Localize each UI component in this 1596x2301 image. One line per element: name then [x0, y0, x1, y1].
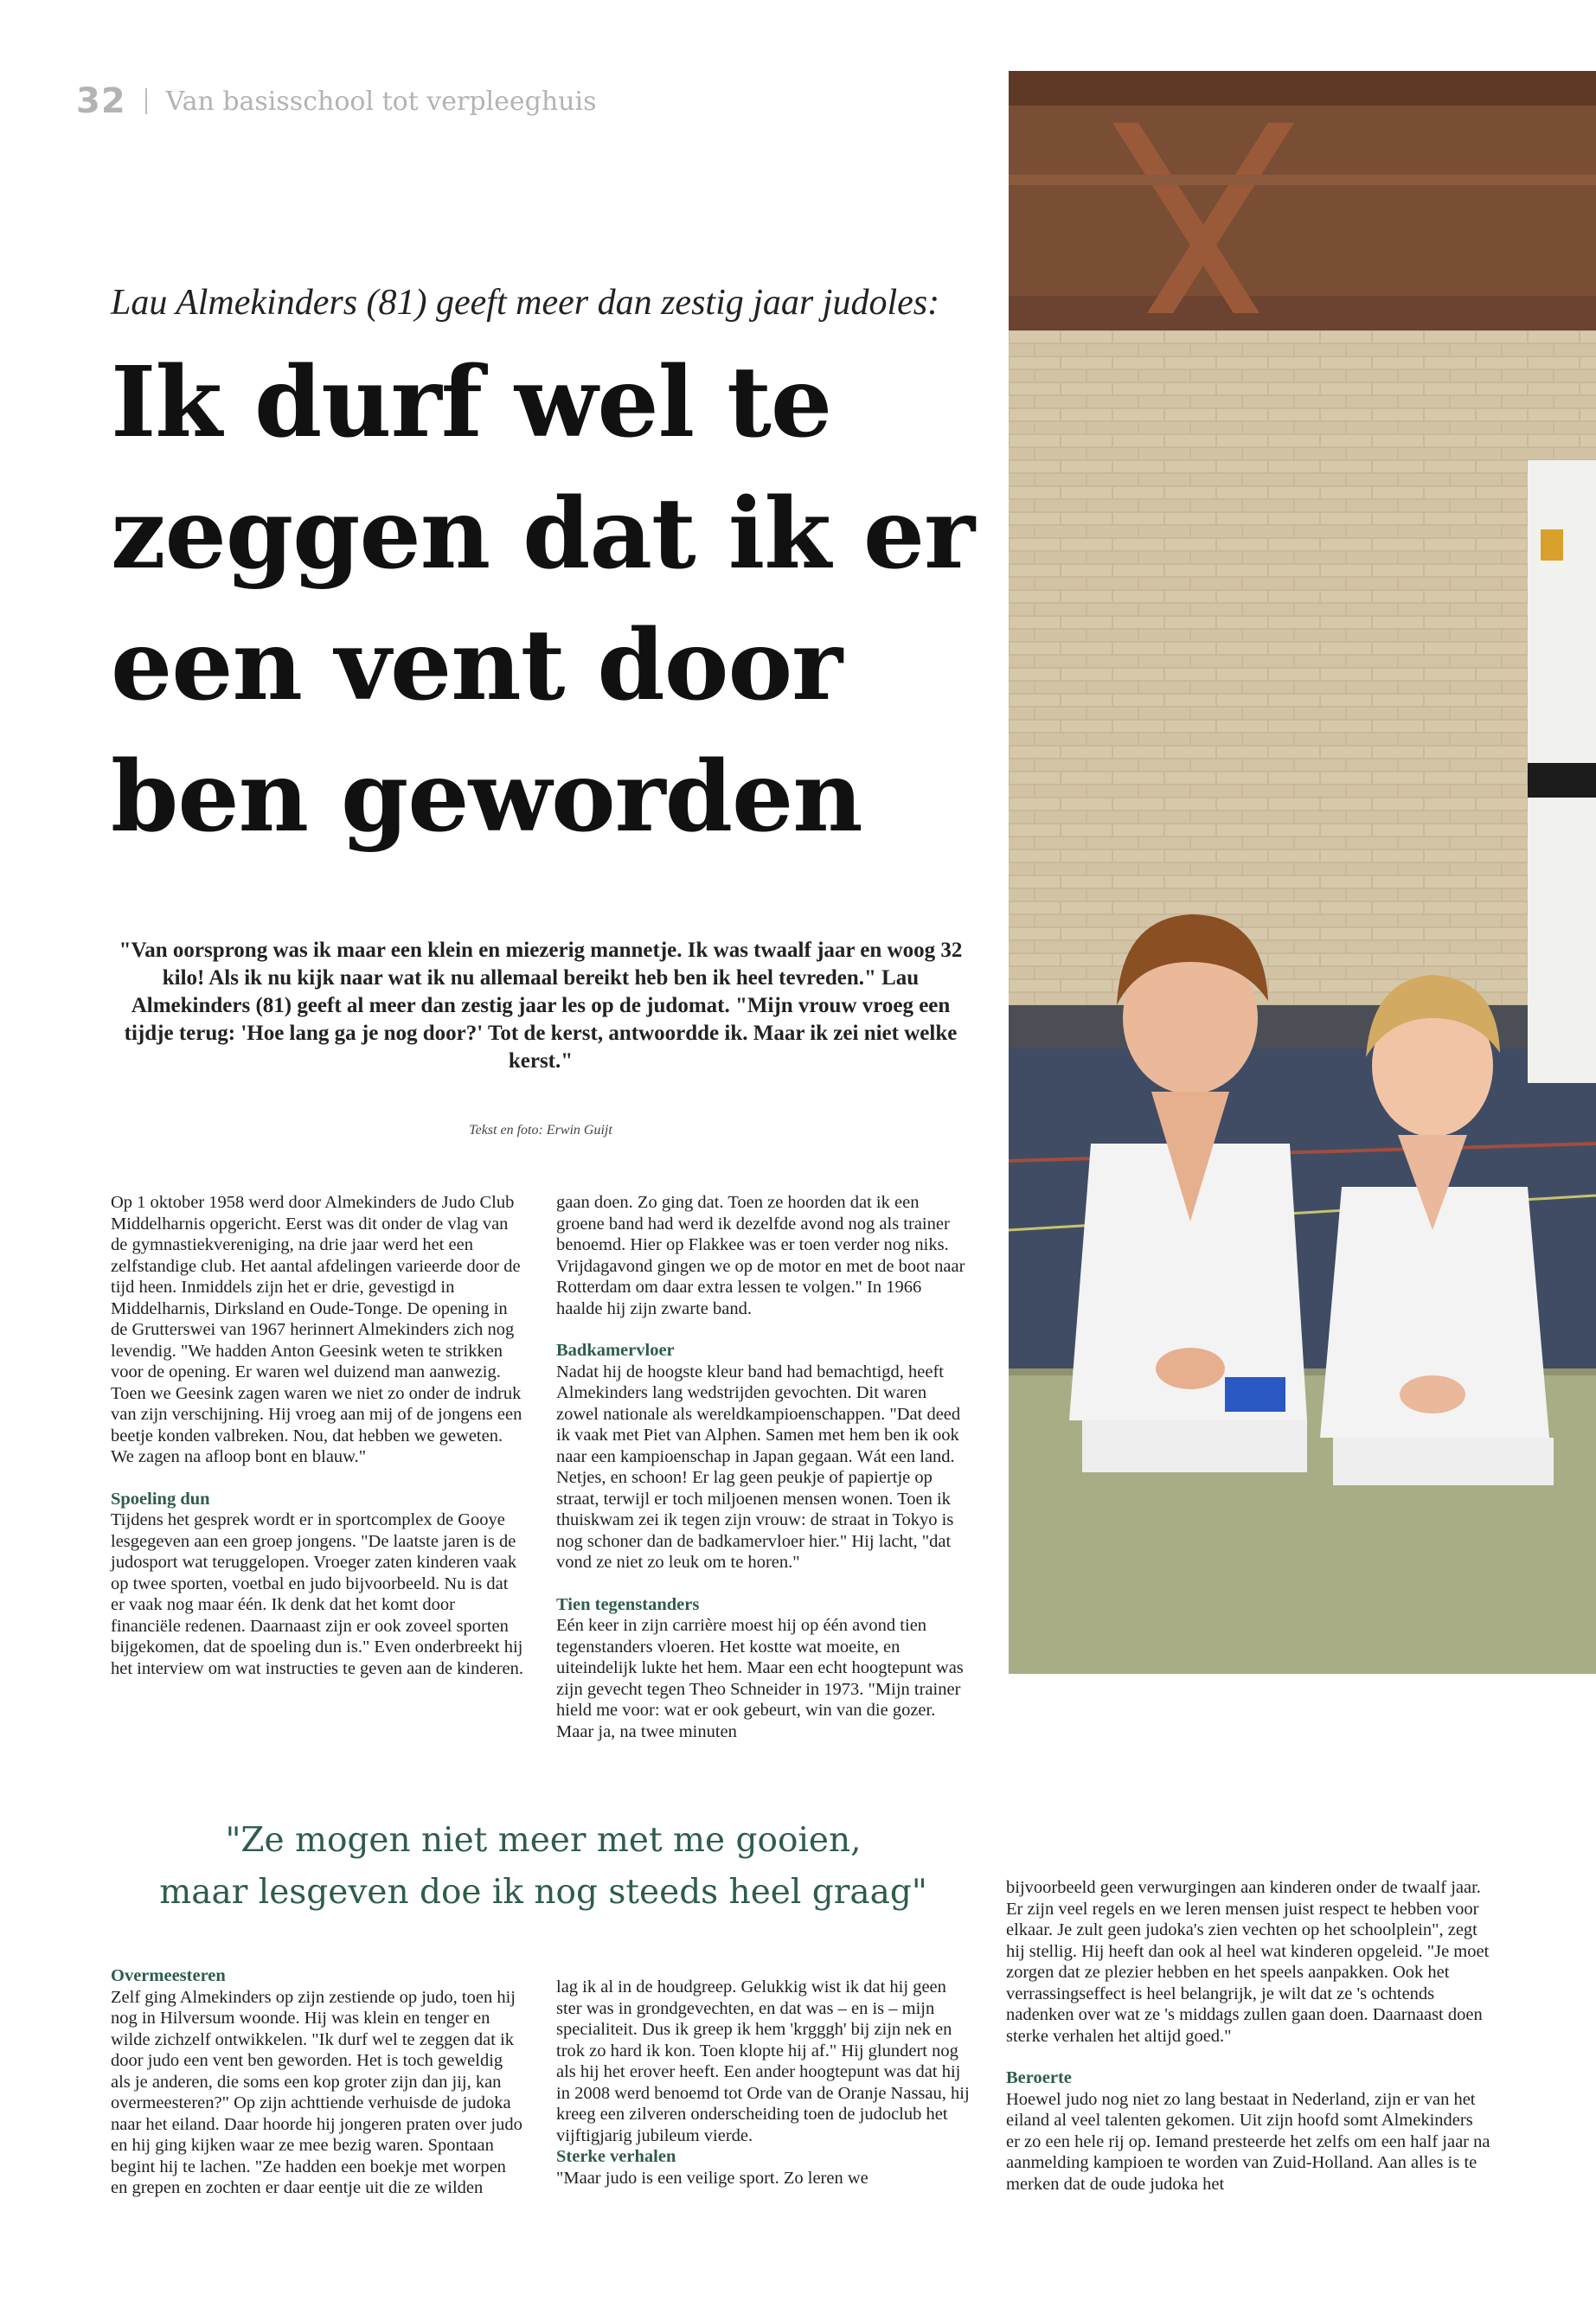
page-header: [76, 80, 596, 123]
pull-quote-line: maar lesgeven doe ik nog steeds heel graag": [159, 1873, 927, 1912]
column-4-paragraph: lag ik al in de houdgreep. Gelukkig wist ik dat hij geen ster was in grondgevechten, en dat was – en is – mijn specialiteit. Dus ik greep ik hem 'krgggh' bij zijn nek en trok zo hard ik kon. Toen klopte hij af." Hij glundert nog als hij het erover heeft. Een ander hoogtepunt was dat hij in 2008 werd benoemd tot Orde van de Oranje Nassau, hij kreeg een zilveren onderscheiding toen de judoclub het vijftigjarig jubileum vierde.: [556, 1977, 970, 2145]
subheading-sterke-verhalen: Sterke verhalen: [556, 2147, 676, 2166]
column-4: [556, 1977, 971, 2189]
column-3: [111, 1965, 526, 2199]
article-intro: "Van oorsprong was ik maar een klein en miezerig mannetje. Ik was twaalf jaar en woog 32 kilo! Als ik nu kijk naar wat ik nu allemaal bereikt heb ben ik heel tevreden." Lau Almekinders (81) geeft al meer dan zestig jaar les op de judomat. "Mijn vrouw vroeg een tijdje terug: 'Hoe lang ga je nog door?' Tot de kerst, antwoordde ik. Maar ik zei niet welke kerst.": [119, 939, 963, 1073]
article-kicker: Lau Almekinders (81) geeft meer dan zestig jaar judoles:: [111, 283, 940, 323]
pull-quote-line: "Ze mogen niet meer met me gooien,: [225, 1821, 862, 1860]
column-4-paragraph: "Maar judo is een veilige sport. Zo leren we: [556, 2168, 869, 2188]
header-divider: [145, 88, 147, 114]
column-5-paragraph: Hoewel judo nog niet zo lang bestaat in Nederland, zijn er van het eiland al veel talenten gekomen. Uit zijn hoofd somt Almekinders er zo een hele rij op. Iemand presteerde het zelfs om een half jaar na aanmelding kampioen te worden van Zuid-Holland. Aan alles is te merken dat de oude judoka het: [1006, 2089, 1490, 2194]
section-title: Van basisschool tot verpleeghuis: [165, 86, 597, 117]
subheading-overmeesteren: Overmeesteren: [111, 1966, 226, 1985]
subheading-tien-tegenstanders: Tien tegenstanders: [556, 1594, 700, 1614]
column-3-paragraph: Zelf ging Almekinders op zijn zestiende op judo, toen hij nog in Hilversum woonde. Hij was klein en tenger en wilde zichzelf ontwikkelen. "Ik durf wel te zeggen dat ik door judo een vent ben geworden. Het is toch geweldig als je anderen, die soms een kop groter zijn dan jij, kan overmeesteren?" Op zijn achttiende verhuisde de judoka naar het eiland. Daar hoorde hij jongeren praten over judo en hij ging kijken waar ze mee bezig waren. Spontaan begint hij te lachen. "Ze hadden een boekje met worpen en grepen en zochten er daar eentje uit die ze wilden: [111, 1987, 522, 2197]
column-5: [1006, 1877, 1490, 2195]
pull-quote: [111, 1815, 976, 1919]
subheading-beroerte: Beroerte: [1006, 2068, 1072, 2087]
column-2-paragraph: Eén keer in zijn carrière moest hij op één avond tien tegenstanders vloeren. Het kostte wat moeite, en uiteindelijk lukte het hem. Maar een echt hoogtepunt was zijn gevecht tegen Theo Schneider in 1973. "Mijn trainer hield me voor: wat er ook gebeurt, win van die gozer. Maar ja, na twee minuten: [556, 1616, 964, 1741]
article-photo: [1009, 71, 1596, 1674]
photo-credit: Tekst en foto: Erwin Guijt: [469, 1123, 612, 1138]
column-2-paragraph: gaan doen. Zo ging dat. Toen ze hoorden dat ik een groene band had werd ik dezelfde avond nog als trainer benoemd. Hier op Flakkee was er toen verder nog niks. Vrijdagavond gingen we op de motor en met de boot naar Rotterdam om daar extra lessen te volgen." In 1966 haalde hij zijn zwarte band.: [556, 1193, 965, 1318]
subheading-spoeling-dun: Spoeling dun: [111, 1489, 210, 1509]
page-number: 32: [76, 81, 126, 121]
column-5-paragraph: bijvoorbeeld geen verwurgingen aan kinderen onder de twaalf jaar. Er zijn veel regels en we leren mensen juist respect te hebben voor elkaar. Je zult geen judoka's zien vechten op het schoolplein", zegt hij stellig. Hij heeft dan ook al heel wat kinderen opgeleid. "Je moet zorgen dat ze plezier hebben en het speels aanpakken. Ook het verrassingseffect is heel belangrijk, je wilt dat ze 's ochtends nadenken over wat ze 's middags zullen gaan doen. Daarnaast doen sterke verhalen het altijd goed.": [1006, 1878, 1490, 2046]
column-2-paragraph: Nadat hij de hoogste kleur band had bemachtigd, heeft Almekinders lang wedstrijden gevochten. Dit waren zowel nationale als wereldkampioenschappen. "Dat deed ik vaak met Piet van Alphen. Samen met hem ben ik ook naar een kampioenschap in Japan gegaan. Wát een land. Netjes, en schoon! Er lag geen peukje of papiertje op straat, terwijl er toch miljoenen mensen wonen. Toen ik thuiskwam zei ik tegen zijn vrouw: de straat in Tokyo is nog schoner dan de badkamervloer hier." Hij lacht, "dat vond ze niet zo leuk om te horen.": [556, 1362, 961, 1572]
column-1: [111, 1192, 526, 1679]
article-headline: Ik durf wel te zeggen dat ik er een vent door ben geworden: [111, 346, 975, 854]
judo-photo-illustration: [1009, 71, 1596, 1674]
column-2: [556, 1192, 971, 1742]
column-1-paragraph: Tijdens het gesprek wordt er in sportcomplex de Gooye lesgegeven aan een groep jongens. "De laatste jaren is de judosport wat teruggelopen. Vroeger zaten kinderen vaak op twee sporten, voetbal en judo bijvoorbeeld. Nu is dat er vaak nog maar één. Ik denk dat het komt door financiële redenen. Daarnaast zijn er ook zoveel sporten bijgekomen, dat de spoeling dun is." Even onderbreekt hij het interview om wat instructies te geven aan de kinderen.: [111, 1510, 524, 1678]
column-1-paragraph: Op 1 oktober 1958 werd door Almekinders de Judo Club Middelharnis opgericht. Eerst was dit onder de vlag van de gymnastiekvereniging, na drie jaar werd het een zelfstandige club. Het aantal afdelingen varieerde door de tijd heen. Inmiddels zijn het er drie, gevestigd in Middelharnis, Dirksland en Oude-Tonge. De opening in de Grutterswei van 1967 herinnert Almekinders zich nog levendig. "We hadden Anton Geesink weten te strikken voor de opening. Er waren wel duizend man aanwezig. Toen we Geesink zagen waren we niet zo onder de indruk van zijn verschijning. Hij vroeg aan mij of de jongens een beetje konden valbreken. Nou, dat hebben we geweten. We zagen na afloop bont en blauw.": [111, 1193, 522, 1466]
subheading-badkamervloer: Badkamervloer: [556, 1341, 675, 1360]
